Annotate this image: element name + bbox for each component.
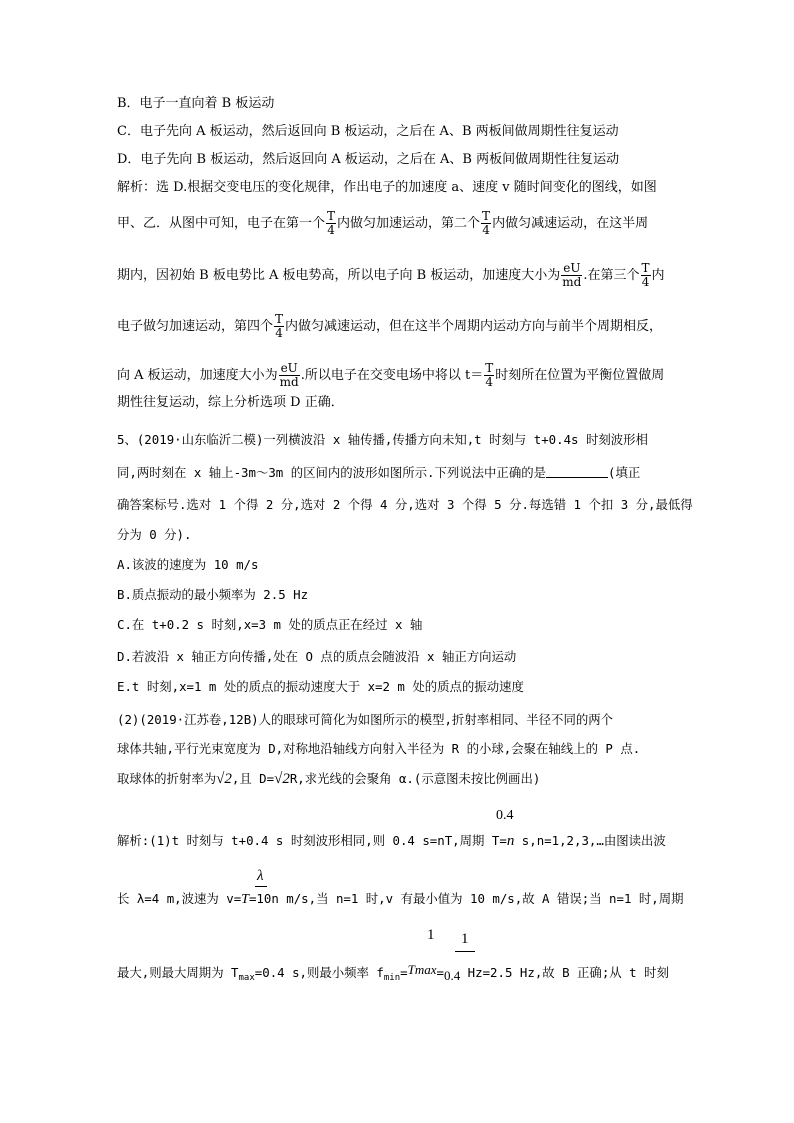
lambda-symbol: λ [257,868,264,884]
solution-line-3 [117,962,669,986]
q2-text: ,且 D= [231,771,275,786]
q5-option-e: E.t 时刻,x=1 m 处的质点的振动速度大于 x=2 m 处的质点的振动速度 [117,679,524,694]
q5-stem-text: (填正 [608,465,641,480]
fraction-t-over-4 [274,313,284,340]
t-symbol: T [241,892,249,907]
q4-analysis-line-6: 期性往复运动，综上分析选项 D 正确． [117,395,344,410]
solution-line-1 [117,833,666,849]
answer-blank [546,465,608,478]
q5-option-a: A.该波的速度为 10 m/s [117,557,259,572]
fraction-t-over-4 [641,262,651,289]
subscript-min: min [383,973,401,983]
q2-line-1: (2)(2019·江苏卷,12B)人的眼球可简化为如图所示的模型,折射率相同、半径不同的两个 [117,712,614,727]
solution-text: 解析:(1)t 时刻与 t+0.4 s 时刻波形相同,则 0.4 s=nT,周期 T= [117,833,507,848]
fraction-denominator: 4 [641,275,650,289]
q4-analysis-text: 期内，因初始 B 板电势比 A 板电势高，所以电子向 B 板运动，加速度大小为 [117,268,561,283]
fraction-t-over-4 [484,362,494,389]
q4-option-c: C．电子先向 A 板运动，然后返回向 B 板运动，之后在 A、B 两板间做周期性往复运动 [117,124,619,139]
q4-analysis-text: 内做匀加速运动，第二个 [337,216,481,231]
solution-text: s,n=1,2,3,…由图读出波 [514,833,666,848]
q5-stem-line-3: 确答案标号.选对 1 个得 2 分,选对 2 个得 4 分,选对 3 个得 5 分.每选错 1 个扣 3 分,最低得 [117,497,693,512]
fraction-bar [255,886,267,887]
q4-analysis-line-2 [117,210,648,237]
fraction-denominator: md [562,275,582,289]
q5-option-b: B.质点振动的最小频率为 2.5 Hz [117,587,309,602]
q4-analysis-line-1: 解析：选 D.根据交变电压的变化规律，作出电子的加速度 a、速度 v 随时间变化的图线，如图 [117,180,657,195]
q5-stem-line-4: 分为 0 分). [117,527,192,542]
freq-numerator-1: 1 [427,927,435,943]
q2-line-2: 球体共轴,平行光束宽度为 D,对称地沿轴线方向射入半径为 R 的小球,会聚在轴线上的 P 点. [117,741,641,756]
q4-analysis-text: 时刻所在位置为平衡位置做周 [495,368,665,383]
q4-option-d: D．电子先向 B 板运动，然后返回向 A 板运动，之后在 A、B 两板间做周期性往复运动 [117,152,620,167]
sqrt-two: √2 [274,771,290,787]
solution-text: = [436,965,444,980]
fraction-eu-over-md [279,362,300,389]
fraction-numerator: eU [563,261,581,275]
solution-text: = [400,965,408,980]
fraction-denominator: 4 [275,326,283,340]
denominator-04: 0.4 [443,968,461,983]
fraction-denominator: 4 [485,375,494,389]
q2-text: R,求光线的会聚角 α.(示意图未按比例画出) [289,771,541,786]
q4-analysis-text: .所以电子在交变电场中将以 t＝ [300,368,484,383]
solution-text: 长 λ=4 m,波速为 v= [117,891,242,906]
solution-text: =0.4 s,则最小频率 f [254,965,384,980]
q4-analysis-text: 电子做匀加速运动，第四个 [117,319,274,334]
q4-analysis-line-5 [117,362,664,389]
fraction-denominator: 4 [482,223,490,237]
q4-analysis-text: .在第三个 [583,268,640,283]
q5-option-c: C.在 t+0.2 s 时刻,x=3 m 处的质点正在经过 x 轴 [117,617,423,632]
q2-line-3 [117,771,540,787]
fraction-numerator: T [641,261,650,275]
q4-option-b: B．电子一直向着 B 板运动 [117,96,275,111]
freq-numerator-2: 1 [461,931,469,947]
solution-text: =10n m/s,当 n=1 时,v 有最小值为 10 m/s,故 A 错误;当 n=1 时,周期 [248,891,684,906]
subscript-max: max [238,973,255,983]
q4-analysis-text: 内做匀减速运动，在这半周 [492,216,649,231]
q4-analysis-text: 内 [651,268,665,283]
fraction-denominator: 4 [327,223,335,237]
fraction-numerator: T [482,209,491,223]
q4-analysis-text: 内做匀减速运动，但在这半个周期内运动方向与前半个周期相反， [285,319,663,334]
solution-line-2 [117,891,684,908]
q5-stem-line-1: 5、(2019·山东临沂二模)一列横波沿 x 轴传播,传播方向未知,t 时刻与 t+0.4s 时刻波形相 [117,432,648,447]
q4-analysis-text: 向 A 板运动，加速度大小为 [117,368,278,383]
fraction-numerator: eU [280,361,298,375]
fraction-denominator: md [279,375,299,389]
fraction-t-over-4 [326,210,336,237]
period-numerator: 0.4 [496,808,514,823]
solution-text: Hz=2.5 Hz,故 B 正确;从 t 时刻 [460,965,669,980]
q4-analysis-text: 甲、乙．从图中可知，电子在第一个 [117,216,326,231]
fraction-bar [455,951,475,952]
sqrt-two: √2 [216,771,232,787]
q4-analysis-line-3 [117,262,665,289]
solution-text: 最大,则最大周期为 T [117,965,239,980]
q5-option-d: D.若波沿 x 轴正方向传播,处在 O 点的质点会随波沿 x 轴正方向运动 [117,649,517,664]
fraction-numerator: T [327,209,336,223]
q5-stem-line-2 [117,465,640,481]
fraction-numerator: T [485,361,494,375]
q2-text: 取球体的折射率为 [117,771,217,786]
fraction-eu-over-md [561,262,582,289]
q4-analysis-line-4 [117,313,662,340]
fraction-numerator: T [275,312,284,326]
n-symbol: n [506,833,515,849]
fraction-t-over-4 [481,210,491,237]
tmax-symbol: Tmax [407,962,437,977]
q5-stem-text: 同,两时刻在 x 轴上-3m～3m 的区间内的波形如图所示.下列说法中正确的是 [117,465,546,480]
